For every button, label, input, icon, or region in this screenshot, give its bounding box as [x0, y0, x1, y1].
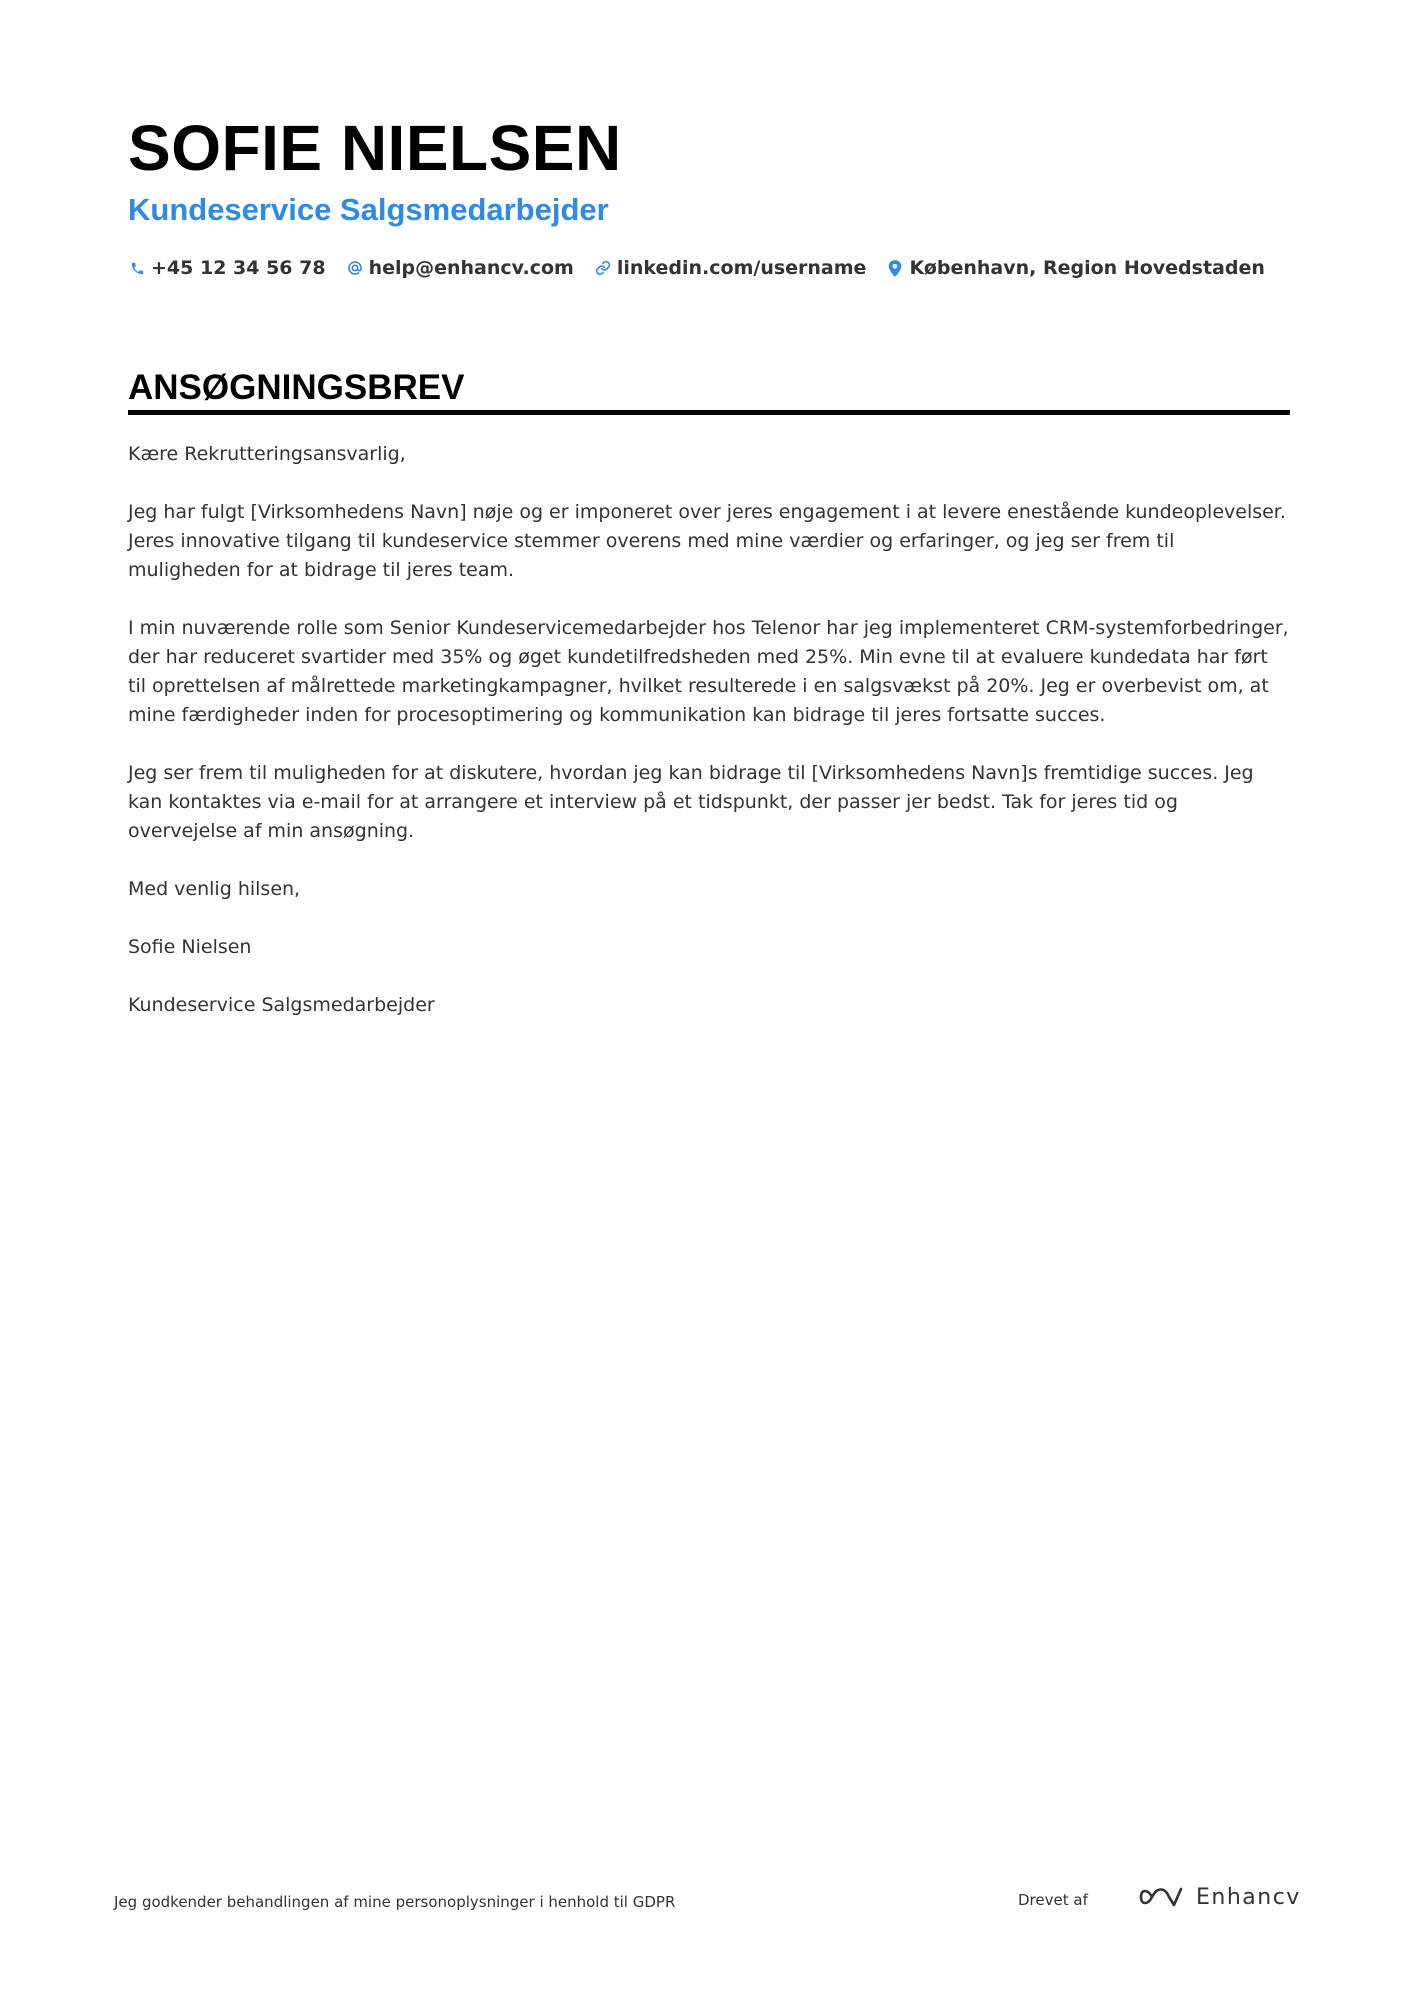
enhancv-brand[interactable] [1138, 1884, 1301, 1910]
contact-linkedin-text: linkedin.com/username [616, 257, 867, 279]
at-icon [346, 259, 364, 277]
contact-phone-text: +45 12 34 56 78 [151, 257, 326, 279]
letter-paragraph: I min nuværende rolle som Senior Kundeservicemedarbejder hos Telenor har jeg implementeret CRM-systemforbedringer, der har reduceret svartider med 35% og øget kundetilfredsheden med 25%. Min evne til at evaluere kundedata har ført til oprettelsen af målrettede marketingkampagner, hvilket resulterede i en salgsvækst på 20%. Jeg er overbevist om, at mine færdigheder inden for procesoptimering og kommunikation kan bidrage til jeres fortsatte succes. [128, 617, 1289, 726]
letter-body [128, 440, 1290, 1049]
contact-email[interactable] [346, 257, 574, 279]
contact-phone [128, 257, 326, 279]
section-title: ANSØGNINGSBREV [128, 368, 465, 407]
contact-linkedin[interactable] [594, 257, 867, 279]
signature-name: Sofie Nielsen [128, 936, 252, 958]
powered-by-label: Drevet af [1018, 1891, 1088, 1909]
contact-location-text: København, Region Hovedstaden [909, 257, 1265, 279]
applicant-name: SOFIE NIELSEN [128, 112, 622, 184]
link-icon [594, 259, 612, 277]
contact-location [886, 257, 1264, 279]
section-divider [128, 410, 1290, 415]
letter-greeting: Kære Rekrutteringsansvarlig, [128, 443, 406, 465]
enhancv-brand-name: Enhancv [1196, 1884, 1301, 1910]
phone-icon [128, 259, 146, 277]
enhancv-logo-icon [1138, 1884, 1184, 1910]
letter-paragraph: Jeg har fulgt [Virksomhedens Navn] nøje og er imponeret over jeres engagement i at levere enestående kundeoplevelser. Jeres innovative tilgang til kundeservice stemmer overens med mine værdier og erfaringer, og jeg ser frem til muligheden for at bidrage til jeres team. [128, 501, 1286, 581]
letter-closing: Med venlig hilsen, [128, 878, 301, 900]
gdpr-consent-text: Jeg godkender behandlingen af mine personoplysninger i henhold til GDPR [114, 1893, 676, 1911]
letter-paragraph: Jeg ser frem til muligheden for at diskutere, hvordan jeg kan bidrage til [Virksomhedens Navn]s fremtidige succes. Jeg kan kontaktes via e-mail for at arrangere et interview på et tidspunkt, der passer jer bedst. Tak for jeres tid og overvejelse af min ansøgning. [128, 762, 1254, 842]
applicant-job-title: Kundeservice Salgsmedarbejder [128, 192, 609, 227]
contact-info-row [128, 252, 1285, 284]
signature-title: Kundeservice Salgsmedarbejder [128, 994, 435, 1016]
contact-email-text: help@enhancv.com [368, 257, 574, 279]
location-pin-icon [886, 259, 904, 277]
